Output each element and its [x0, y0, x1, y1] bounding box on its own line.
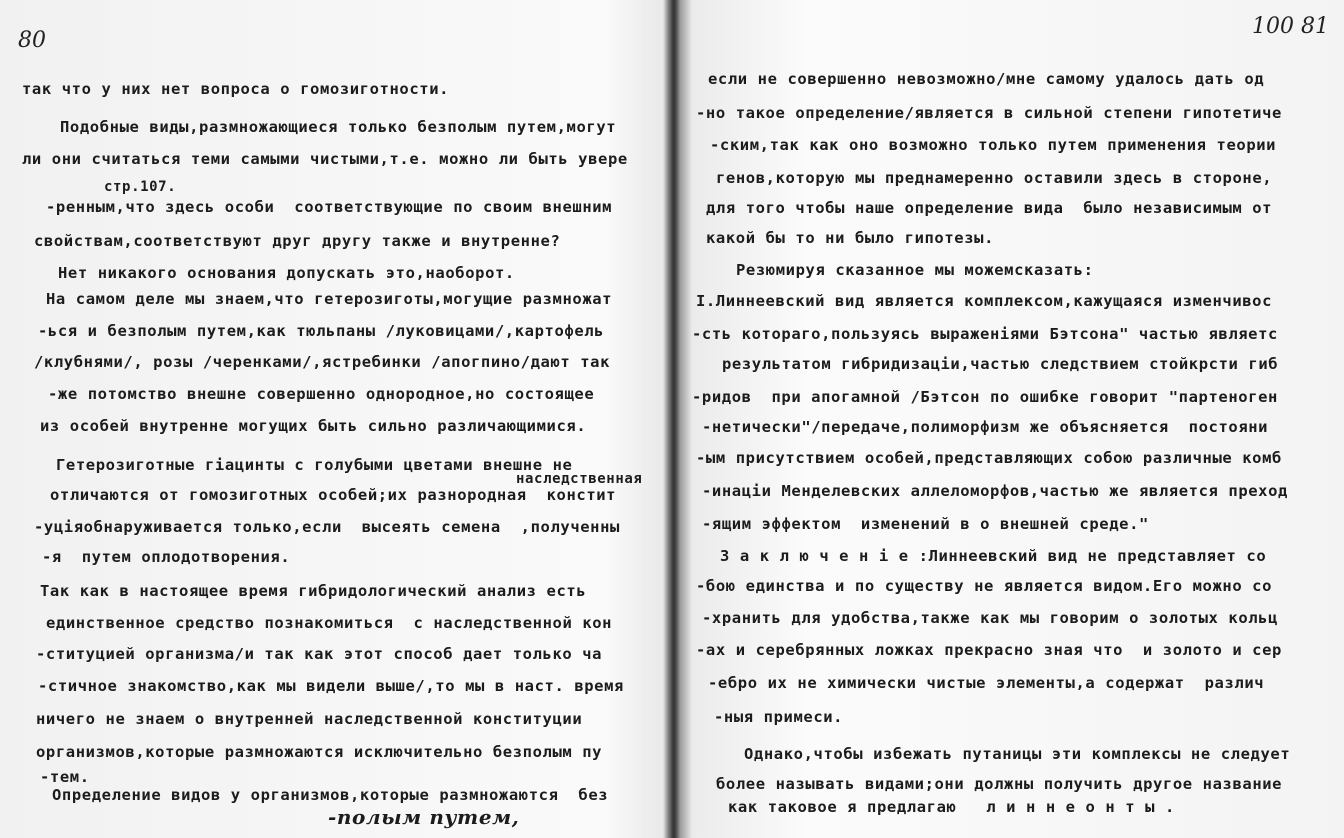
text-line: -инаціи Менделевских аллеломорфов,частью же является преход — [702, 482, 1288, 500]
right-page — [676, 0, 1344, 838]
text-line: -ныя примеси. — [714, 708, 844, 726]
text-line: результатом гибридизаціи,частью следствием стойкрсти гиб — [722, 355, 1279, 373]
text-line: Резюмируя сказанное мы можемсказать: — [736, 261, 1094, 279]
text-line: -ренным,что здесь особи соответствующие по своим внешним — [46, 198, 613, 216]
text-line: -уціяобнаруживается только,если высеять семена ,полученны — [34, 518, 620, 536]
text-line: если не совершенно невозможно/мне самому удалось дать од — [708, 70, 1265, 88]
text-line: как таковое я предлагаю л и н н е о н т ы . — [728, 798, 1175, 816]
text-line: ли они считаться теми самыми чистыми,т.е. можно ли быть увере — [22, 150, 628, 168]
text-line: На самом деле мы знаем,что гетерозиготы,могущие размножат — [46, 290, 613, 308]
text-line: Так как в настоящее время гибридологический анализ есть — [40, 582, 587, 600]
text-line: -хранить для удобства,также как мы говорим о золотых кольц — [702, 609, 1279, 627]
text-line: -ебро их не химически чистые элементы,а содержат различ — [708, 674, 1265, 692]
text-line: более называть видами;они должны получить другое название — [716, 775, 1283, 793]
text-line: -ридов при апогамной /Бэтсон по ошибке говорит "партеноген — [692, 388, 1278, 406]
text-line: Гетерозиготные гіацинты с голубыми цветами внешне не — [56, 456, 573, 474]
text-line: из особей внутренне могущих быть сильно различающимися. — [40, 417, 587, 435]
left-page — [0, 0, 668, 838]
text-line: -ым присутствием особей,представляющих собою различные комб — [696, 449, 1282, 467]
text-line: -нетически"/передаче,полиморфизм же объясняется постояни — [702, 418, 1269, 436]
text-line: какой бы то ни было гипотезы. — [706, 229, 995, 247]
text-line: -ящим эффектом изменений в о внешней среде." — [702, 515, 1149, 533]
text-line: наследственная — [516, 471, 643, 487]
text-line: I.Линнеевский вид является комплексом,кажущаяся изменчивос — [696, 292, 1273, 310]
text-line: -полым путем, — [328, 805, 520, 829]
page-number-right: 100 81 — [1252, 14, 1329, 39]
text-line: З а к л ю ч е н і е :Линнеевский вид не представляет со — [720, 547, 1267, 565]
text-line: -же потомство внешне совершенно однородное,но состоящее — [48, 385, 595, 403]
text-line: -ах и серебрянных ложках прекрасно зная что и золото и сер — [696, 641, 1282, 659]
text-line: организмов,которые размножаются исключительно безполым пу — [36, 743, 603, 761]
text-line: так что у них нет вопроса о гомозиготности. — [22, 80, 450, 98]
text-line: единственное средство познакомиться с наследственной кон — [46, 614, 613, 632]
text-line: -стичное знакомство,как мы видели выше/,то мы в наст. время — [38, 677, 624, 695]
page-number-left: 80 — [18, 28, 46, 53]
text-line: -сть котораго,пользуясь выраженіями Бэтсона" частью являетс — [692, 325, 1278, 343]
text-line: -ься и безполым путем,как тюльпаны /луковицами/,картофель — [38, 322, 605, 340]
text-line: стр.107. — [104, 179, 177, 195]
text-line: свойствам,соответствуют друг другу также и внутренне? — [34, 232, 561, 250]
text-line: Нет никакого основания допускать это,наоборот. — [58, 264, 515, 282]
text-line: Подобные виды,размножающиеся только безполым путем,могут — [60, 118, 617, 136]
text-line: -тем. — [40, 768, 90, 786]
text-line: -ским,так как оно возможно только путем применения теории — [710, 136, 1277, 154]
text-line: -ституцией организма/и так как этот способ дает только ча — [36, 645, 603, 663]
text-line: Однако,чтобы избежать путаницы эти комплексы не следует — [744, 745, 1291, 763]
text-line: для того чтобы наше определение вида было независимым от — [706, 199, 1273, 217]
text-line: ничего не знаем о внутренней наследственной конституции — [36, 710, 583, 728]
text-line: отличаются от гомозиготных особей;их разнородная констит — [50, 486, 617, 504]
text-line: Определение видов у организмов,которые размножаются без — [52, 786, 609, 804]
text-line: -но такое определение/является в сильной степени гипотетиче — [696, 104, 1282, 122]
text-line: /клубнями/, розы /черенками/,ястребинки /апогпино/дают так — [34, 353, 611, 371]
text-line: -бою единства и по существу не является видом.Его можно со — [696, 577, 1273, 595]
text-line: -я путем оплодотворения. — [42, 548, 291, 566]
text-line: генов,которую мы преднамеренно оставили здесь в стороне, — [716, 169, 1273, 187]
